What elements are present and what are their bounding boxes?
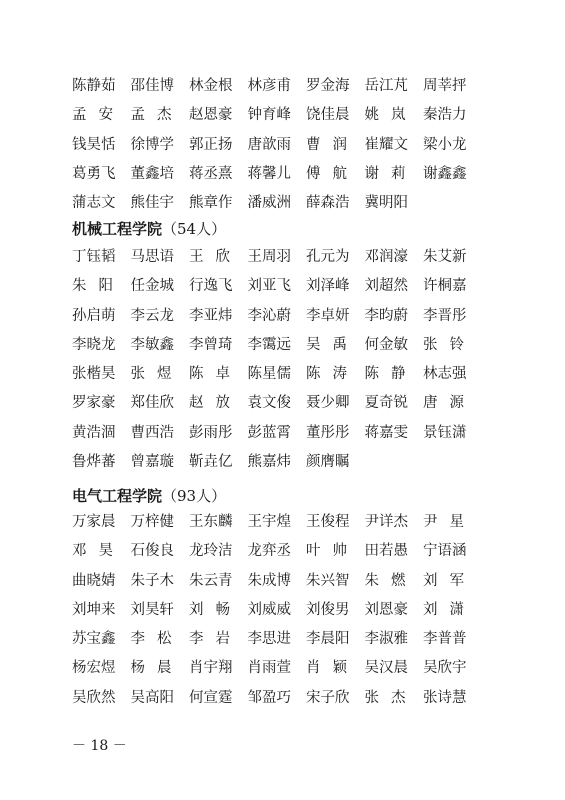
person-name: 刘昊轩 (130, 601, 174, 618)
person-name: 朱兴智 (306, 572, 350, 589)
person-name: 郑佳欣 (130, 395, 174, 412)
person-name: 杨晨 (130, 660, 184, 677)
person-name: 肖雨萱 (247, 660, 291, 677)
person-name: 任金城 (130, 278, 174, 295)
person-name: 唐源 (423, 395, 476, 412)
person-name: 刘威威 (247, 601, 291, 618)
name-row (72, 688, 512, 717)
person-name: 万梓健 (130, 514, 174, 530)
person-name: 刘亚飞 (247, 278, 291, 295)
person-name: 谢鑫鑫 (423, 165, 467, 182)
person-name: 赵放 (189, 395, 242, 412)
person-name: 李沁蔚 (247, 307, 291, 324)
person-name: 董鑫培 (130, 165, 174, 182)
person-name: 曲晓婧 (72, 572, 116, 589)
person-name: 邓昊 (72, 543, 125, 560)
person-name: 李晓龙 (72, 336, 116, 353)
person-name: 陈星儒 (247, 366, 291, 383)
person-name: 刘俊男 (306, 601, 350, 618)
person-name: 何金敏 (364, 336, 408, 353)
name-list-mechanical (72, 247, 512, 481)
name-row (72, 164, 512, 193)
person-name: 万家晨 (72, 514, 116, 530)
person-name: 孟安 (72, 107, 125, 124)
person-name: 薛森浩 (306, 195, 350, 212)
person-name: 邓润濠 (364, 249, 408, 265)
person-name: 李松 (130, 631, 184, 648)
person-name: 孙启萌 (72, 307, 116, 324)
person-name: 张煜 (130, 366, 184, 383)
person-name: 张杰 (364, 689, 418, 706)
person-name: 饶佳晨 (306, 107, 350, 124)
person-name: 刘恩豪 (364, 601, 408, 618)
person-name: 熊章作 (189, 195, 233, 212)
person-name: 姚岚 (364, 107, 418, 124)
name-row (72, 452, 512, 481)
person-name: 秦浩力 (423, 107, 467, 124)
person-name: 李普普 (423, 631, 467, 648)
section-count: （93人） (162, 487, 227, 505)
person-name: 李淑雅 (364, 631, 408, 648)
person-name: 曹润 (306, 136, 359, 153)
person-name: 杨宏煜 (72, 660, 116, 677)
person-name: 李思进 (247, 631, 291, 648)
person-name: 吴高阳 (130, 689, 174, 706)
name-row (72, 335, 512, 364)
person-name: 王周羽 (247, 249, 291, 265)
person-name: 唐歆雨 (247, 136, 291, 153)
person-name: 钟育峰 (247, 107, 291, 124)
person-name: 龙玲洁 (189, 543, 233, 560)
person-name: 黄浩涸 (72, 424, 116, 441)
person-name: 刘潇 (423, 601, 476, 618)
person-name: 岳江芃 (364, 78, 408, 94)
person-name: 李云龙 (130, 307, 174, 324)
person-name: 冀明阳 (364, 195, 408, 212)
person-name: 吴欣宇 (423, 660, 467, 677)
name-list-continued (72, 76, 512, 222)
person-name: 夏奇锐 (364, 395, 408, 412)
person-name: 李岩 (189, 631, 242, 648)
person-name: 周莘抨 (423, 78, 467, 94)
person-name: 鲁烨蕃 (72, 454, 116, 471)
person-name: 聂少卿 (306, 395, 350, 412)
person-name: 朱成博 (247, 572, 291, 589)
person-name: 石俊良 (130, 543, 174, 560)
person-name: 朱子木 (130, 572, 174, 589)
person-name: 张诗慧 (423, 689, 467, 706)
person-name: 曹西浩 (130, 424, 174, 441)
section-title-electrical (72, 486, 226, 506)
name-row (72, 600, 512, 629)
person-name: 宋子欣 (306, 689, 350, 706)
person-name: 张铃 (423, 336, 476, 353)
page-number: － 18 － (72, 738, 127, 754)
person-name: 陈静 (364, 366, 418, 383)
person-name: 吴禹 (306, 336, 359, 353)
person-name: 彭蓝霄 (247, 424, 291, 441)
person-name: 许桐嘉 (423, 278, 467, 295)
person-name: 王东麟 (189, 514, 233, 530)
person-name: 罗家豪 (72, 395, 116, 412)
person-name: 邹盈巧 (247, 689, 291, 706)
person-name: 熊嘉炜 (247, 454, 291, 471)
person-name: 马思语 (130, 249, 174, 265)
person-name: 蒲志文 (72, 195, 116, 212)
person-name: 陈涛 (306, 366, 359, 383)
person-name: 赵恩豪 (189, 107, 233, 124)
person-name: 李晋彤 (423, 307, 467, 324)
person-name: 李霭远 (247, 336, 291, 353)
person-name: 王欣 (189, 249, 242, 265)
person-name: 陈静茹 (72, 78, 116, 94)
person-name: 谢莉 (364, 165, 418, 182)
person-name: 刘超然 (364, 278, 408, 295)
person-name: 孔元为 (306, 249, 350, 265)
person-name: 李昀蔚 (364, 307, 408, 324)
person-name: 袁文俊 (247, 395, 291, 412)
person-name: 蒋丞熹 (189, 165, 233, 182)
person-name: 陈卓 (189, 366, 242, 383)
section-name: 电气工程学院 (72, 487, 163, 505)
person-name: 尹星 (423, 514, 476, 530)
name-row (72, 105, 512, 134)
person-name: 朱燃 (364, 572, 418, 589)
person-name: 葛勇飞 (72, 165, 116, 182)
name-row (72, 629, 512, 658)
section-count: （54人） (162, 220, 227, 238)
name-row (72, 571, 512, 600)
name-row (72, 658, 512, 687)
name-row (72, 135, 512, 164)
person-name: 肖颖 (306, 660, 359, 677)
person-name: 刘泽峰 (306, 278, 350, 295)
person-name: 朱云青 (189, 572, 233, 589)
person-name: 李卓妍 (306, 307, 350, 324)
person-name: 林彦甫 (247, 78, 291, 94)
person-name: 李亚炜 (189, 307, 233, 324)
person-name: 郭正扬 (189, 136, 233, 153)
person-name: 熊佳宇 (130, 195, 174, 212)
person-name: 崔耀文 (364, 136, 408, 153)
section-name: 机械工程学院 (72, 220, 163, 238)
name-row (72, 541, 512, 570)
section-title-mechanical (72, 219, 226, 239)
person-name: 彭雨彤 (189, 424, 233, 441)
person-name: 蒋嘉雯 (364, 424, 408, 441)
person-name: 王宇煌 (247, 514, 291, 530)
person-name: 朱阳 (72, 278, 125, 295)
person-name: 罗金海 (306, 78, 350, 94)
name-row (72, 512, 512, 541)
person-name: 孟杰 (130, 107, 184, 124)
person-name: 苏宝鑫 (72, 631, 116, 648)
name-list-electrical (72, 512, 512, 717)
person-name: 朱艾新 (423, 249, 467, 265)
person-name: 林金根 (189, 78, 233, 94)
person-name: 刘畅 (189, 601, 242, 618)
person-name: 曾嘉璇 (130, 454, 174, 471)
person-name: 李曾琦 (189, 336, 233, 353)
person-name: 李晨阳 (306, 631, 350, 648)
name-row (72, 393, 512, 422)
person-name: 吴汉晨 (364, 660, 408, 677)
person-name: 宁语涵 (423, 543, 467, 560)
name-row (72, 306, 512, 335)
person-name: 颜膺瞩 (306, 454, 350, 471)
person-name: 景钰潇 (423, 424, 467, 441)
name-row (72, 364, 512, 393)
person-name: 何宣霆 (189, 689, 233, 706)
person-name: 叶帅 (306, 543, 359, 560)
person-name: 靳垚亿 (189, 454, 233, 471)
person-name: 刘坤来 (72, 601, 116, 618)
person-name: 梁小龙 (423, 136, 467, 153)
person-name: 丁钰韬 (72, 249, 116, 265)
person-name: 傅航 (306, 165, 359, 182)
person-name: 钱昊恬 (72, 136, 116, 153)
person-name: 李敏鑫 (130, 336, 174, 353)
person-name: 田若愚 (364, 543, 408, 560)
person-name: 肖宇翔 (189, 660, 233, 677)
person-name: 尹详杰 (364, 514, 408, 530)
person-name: 徐博学 (130, 136, 174, 153)
person-name: 董彤彤 (306, 424, 350, 441)
person-name: 张楷昊 (72, 366, 116, 383)
person-name: 潘威洲 (247, 195, 291, 212)
name-row (72, 276, 512, 305)
name-row (72, 423, 512, 452)
person-name: 蒋馨儿 (247, 165, 291, 182)
name-row (72, 247, 512, 276)
person-name: 吴欣然 (72, 689, 116, 706)
person-name: 邵佳博 (130, 78, 174, 94)
name-row (72, 76, 512, 105)
person-name: 刘军 (423, 572, 476, 589)
person-name: 林志强 (423, 366, 467, 383)
person-name: 龙弈丞 (247, 543, 291, 560)
person-name: 王俊程 (306, 514, 350, 530)
person-name: 行逸飞 (189, 278, 233, 295)
